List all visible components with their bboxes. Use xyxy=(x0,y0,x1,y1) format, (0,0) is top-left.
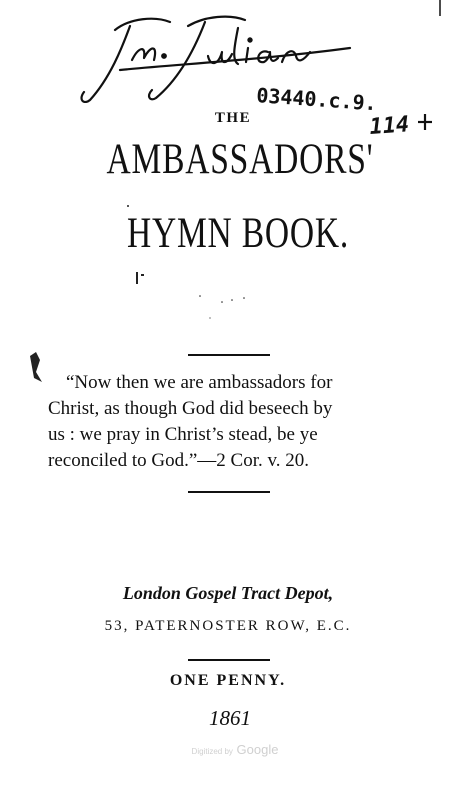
epigraph-line: Christ, as though God did beseech by xyxy=(48,398,333,419)
digitization-watermark xyxy=(150,742,320,757)
publisher-address: 53, PATERNOSTER ROW, E.C. xyxy=(104,618,352,634)
title-line-2: HYMN BOOK. xyxy=(126,210,350,257)
epigraph-line: reconciled to God.”—2 Cor. v. 20. xyxy=(48,450,310,471)
watermark-brand: Google xyxy=(236,742,279,757)
publisher-name: London Gospel Tract Depot, xyxy=(122,583,334,603)
epigraph-line: “Now then we are ambassadors for xyxy=(66,372,333,393)
price: ONE PENNY. xyxy=(169,672,287,689)
rule-bottom xyxy=(188,491,270,493)
title-article: THE xyxy=(214,110,252,126)
svg-text:114: 114 xyxy=(368,112,411,140)
rule-price xyxy=(188,659,270,661)
handwritten-year: 1861 xyxy=(209,706,251,730)
watermark-prefix: Digitized by xyxy=(191,747,233,756)
svg-text:03440.c.9.: 03440.c.9. xyxy=(255,83,378,116)
title-line-1: AMBASSADORS' xyxy=(106,136,374,183)
epigraph xyxy=(48,370,390,474)
rule-top xyxy=(188,354,270,356)
epigraph-line: us : we pray in Christ’s stead, be ye xyxy=(48,424,318,445)
